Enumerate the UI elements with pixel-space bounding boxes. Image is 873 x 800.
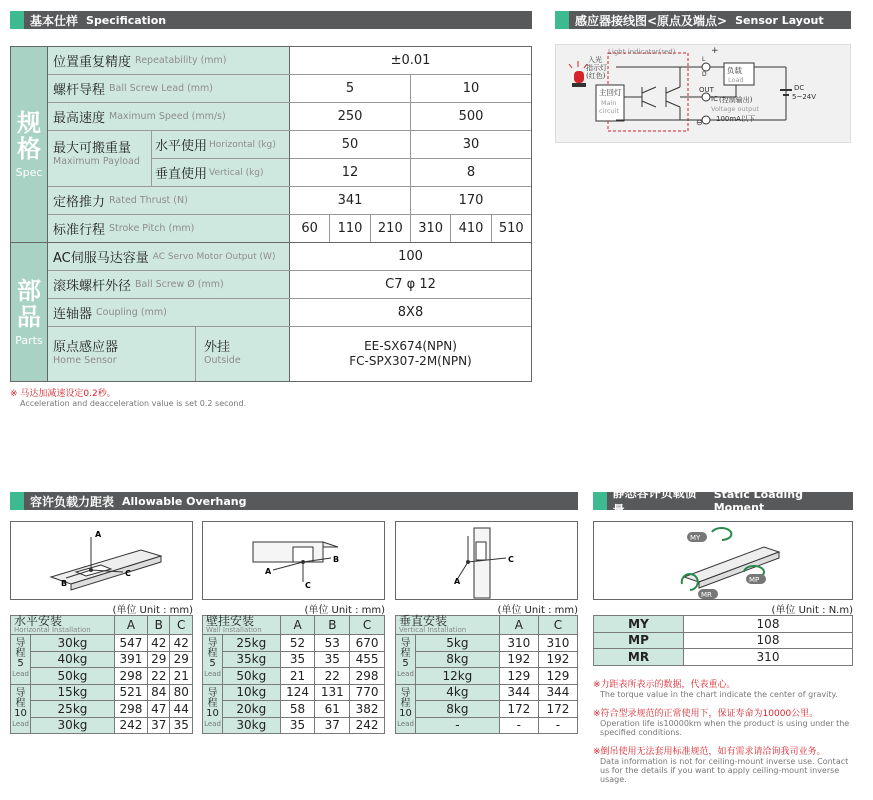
svg-text:(控制输出): (控制输出) [719, 96, 753, 104]
svg-text:(红色): (红色) [586, 72, 606, 80]
svg-text:⊖: ⊖ [696, 118, 703, 127]
unit-vertical: (单位 Unit : mm) [497, 605, 578, 616]
svg-text:A: A [454, 577, 461, 586]
vertical-diagram [395, 521, 578, 600]
svg-text:+: + [711, 46, 719, 56]
svg-text:B: B [333, 555, 340, 564]
spec-section-label: 规 格 Spec [11, 47, 48, 242]
svg-text:OUT: OUT [699, 86, 714, 94]
spec-row-stroke: 标准行程 Stroke Pitch (mm) 60 110 210 310 410 510 [48, 215, 531, 243]
spec-title-zh: 基本仕样 [30, 13, 79, 28]
moment-notes: ※力距表所表示的数据，代表重心。 The torque value in the chart indicate the center of gravity. ※符合型录规范的正常使用下，保证寿命为10000公里。 Operation life is10000km when the product is using under the specified conditions. ※倒吊使用无法套用标准规范，如有需求请洽询我司业务。 Data information is not for ceiling-mount inverse use. Contact us for the details if you want to apply ceiling-mount inverse usage. [593, 680, 850, 784]
svg-text:IC: IC [711, 95, 718, 103]
sensor-header [555, 11, 851, 29]
svg-text:Light indicator(red): Light indicator(red) [608, 48, 676, 56]
moment-title-en: Static Loading Moment [713, 488, 804, 514]
unit-wall: (单位 Unit : mm) [304, 605, 385, 616]
spec-header [10, 11, 532, 29]
parts-section-label: 部 品 Parts [11, 242, 48, 381]
spec-row-lead: 螺杆导程 Ball Screw Lead (mm) 5 10 [48, 75, 531, 103]
svg-text:Voltage output: Voltage output [711, 105, 759, 113]
svg-text:A: A [95, 530, 102, 539]
moment-diagram [593, 521, 853, 600]
svg-text:C: C [508, 555, 514, 564]
vertical-overhang-table: 垂直安装 Vertical Installation A C 导程 5 Lead 5kg 310 310 8kg 192 192 12kg 129 129 导程 10 Lead 4kg 344 344 8kg 172 172 - - - [395, 615, 578, 734]
svg-text:B: B [61, 579, 68, 588]
spec-title-en: Specification [86, 13, 167, 27]
sensor-wiring-diagram [555, 44, 851, 143]
overhang-header [10, 492, 578, 510]
svg-text:主回灯: 主回灯 [599, 88, 622, 97]
spec-note: ※ 马达加减速设定0.2秒。 Acceleration and deacceleration value is set 0.2 second. [10, 389, 247, 408]
spec-row-home-sensor: 原点感应器 Home Sensor 外挂 Outside EE-SX674(NPN) FC-SPX307-2M(NPN) [48, 327, 531, 381]
unit-horizontal: (单位 Unit : mm) [112, 605, 193, 616]
svg-text:Main: Main [601, 99, 617, 107]
overhang-title-en: Allowable Overhang [122, 494, 247, 508]
spec-row-screw: 滚珠螺杆外径 Ball Screw Ø (mm) C7 φ 12 [48, 271, 531, 299]
spec-table [10, 46, 532, 382]
svg-text:100mA以下: 100mA以下 [716, 115, 755, 123]
spec-row-thrust: 定格推力 Rated Thrust (N) 341 170 [48, 187, 531, 215]
svg-text:指示灯: 指示灯 [586, 64, 607, 72]
spec-row-speed: 最高速度 Maximum Speed (mm/s) 250 500 [48, 103, 531, 131]
svg-text:入光: 入光 [588, 56, 602, 64]
wiring-svg [556, 45, 852, 144]
svg-text:D: D [702, 71, 707, 78]
svg-text:MY: MY [690, 534, 701, 542]
horizontal-overhang-table: 水平安装 Horizontal Installation A B C 导程 5 Lead 30kg 547 42 42 40kg 391 29 29 50kg 298 22 21 导程 10 Lead 15kg 521 84 80 25kg 298 47 44 30kg 242 37 35 [10, 615, 193, 734]
sensor-title-zh: 感应器接线图<原点及端点> [575, 13, 728, 28]
svg-text:5~24V: 5~24V [792, 93, 817, 101]
wall-overhang-table: 壁挂安装 Wall Installation A B C 导程 5 Lead 25kg 52 53 670 35kg 35 35 455 50kg 21 22 298 导程 10 Lead 10kg 124 131 770 20kg 58 61 382 30kg 35 37 242 [202, 615, 385, 734]
spec-row-repeatability: 位置重复精度 Repeatability (mm) ±0.01 [48, 47, 531, 75]
svg-text:MP: MP [749, 576, 760, 584]
sensor-title-en: Sensor Layout [735, 13, 824, 27]
moment-header [593, 486, 853, 517]
svg-text:C: C [125, 569, 131, 578]
spec-row-coupling: 连轴器 Coupling (mm) 8X8 [48, 299, 531, 327]
svg-text:circuit: circuit [599, 107, 619, 115]
svg-text:MR: MR [701, 591, 712, 599]
spec-row-motor: AC伺服马达容量 AC Servo Motor Output (W) 100 [48, 243, 531, 271]
moment-title-zh: 静态容许负载惯量 [612, 486, 697, 517]
svg-text:DC: DC [794, 84, 805, 92]
svg-text:负载: 负载 [727, 66, 742, 75]
unit-moment: (单位 Unit : N.m) [771, 605, 853, 616]
svg-text:C: C [305, 581, 311, 590]
spec-row-payload: 最大可搬重量 Maximum Payload 水平使用 Horizontal (kg) 垂直使用 Vertical (kg) 50 30 12 8 [48, 131, 531, 187]
overhang-title-zh: 容许负载力距表 [30, 494, 115, 509]
svg-text:Load: Load [728, 76, 744, 84]
wall-diagram [202, 521, 385, 600]
moment-table: MY 108 MP 108 MR 310 [593, 615, 853, 666]
svg-text:L: L [702, 56, 706, 63]
svg-text:A: A [265, 567, 272, 576]
horizontal-diagram [10, 521, 193, 600]
